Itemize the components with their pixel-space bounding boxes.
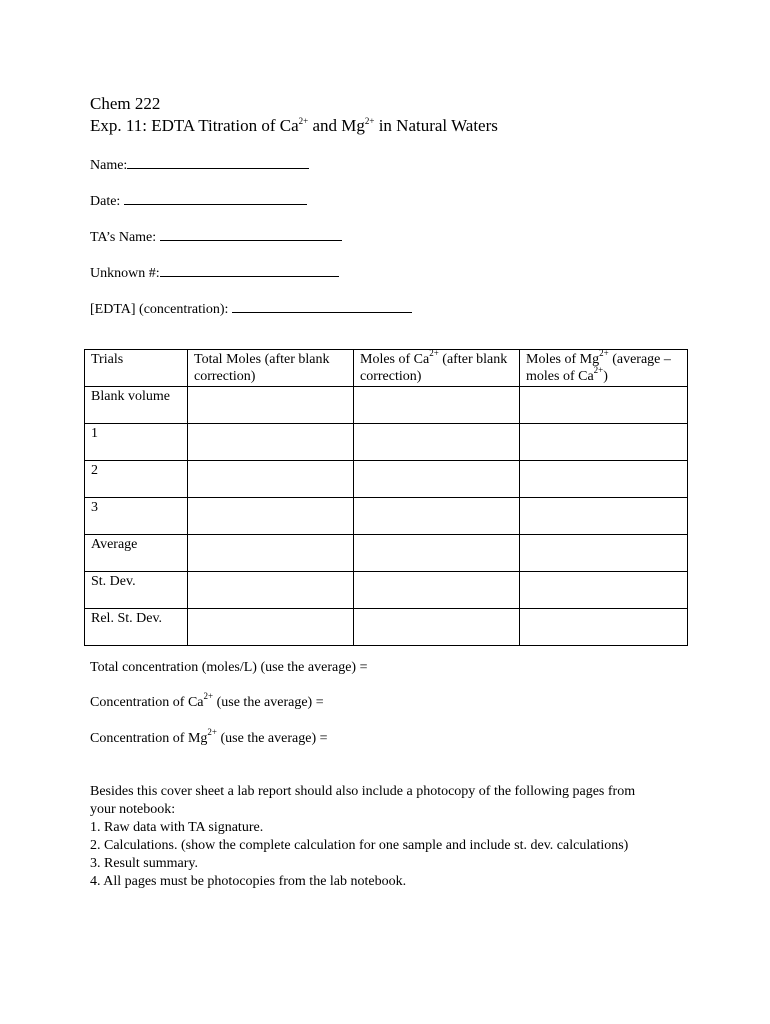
row-label: St. Dev. bbox=[85, 572, 188, 609]
instructions-intro-2: your notebook: bbox=[90, 802, 176, 817]
header-ca-charge: 2+ bbox=[429, 348, 439, 358]
table-cell[interactable] bbox=[520, 572, 688, 609]
row-label: Blank volume bbox=[85, 387, 188, 424]
list-item: 2. Calculations. (show the complete calculation for one sample and include st. dev. calculations) bbox=[90, 838, 629, 853]
name-field[interactable] bbox=[90, 154, 309, 174]
ca-concentration-suffix: (use the average) = bbox=[213, 695, 324, 710]
table-row bbox=[85, 498, 688, 535]
header-total-moles: Total Moles (after blank correction) bbox=[188, 350, 354, 387]
table-cell[interactable] bbox=[520, 387, 688, 424]
table-header-row bbox=[85, 350, 688, 387]
header-moles-ca bbox=[354, 350, 520, 387]
row-label: 2 bbox=[85, 461, 188, 498]
table-row bbox=[85, 535, 688, 572]
ca-charge: 2+ bbox=[298, 116, 309, 126]
table-cell[interactable] bbox=[354, 424, 520, 461]
ca-concentration-line bbox=[90, 691, 324, 711]
header-moles-mg-prefix: Moles of Mg bbox=[526, 352, 600, 367]
table-row bbox=[85, 572, 688, 609]
name-blank-line[interactable] bbox=[127, 154, 309, 169]
table-cell[interactable] bbox=[354, 572, 520, 609]
header-ca-charge-2: 2+ bbox=[593, 365, 604, 375]
row-label: Average bbox=[85, 535, 188, 572]
table-row bbox=[85, 461, 688, 498]
table-cell[interactable] bbox=[520, 498, 688, 535]
experiment-title bbox=[90, 115, 498, 137]
header-trials: Trials bbox=[85, 350, 188, 387]
list-item: 4. All pages must be photocopies from the lab notebook. bbox=[90, 874, 407, 889]
exp-suffix: in Natural Waters bbox=[374, 116, 498, 135]
header-moles-ca-prefix: Moles of Ca bbox=[360, 352, 430, 367]
edta-label: [EDTA] (concentration): bbox=[90, 302, 232, 317]
table-cell[interactable] bbox=[188, 609, 354, 646]
table-cell[interactable] bbox=[520, 461, 688, 498]
list-item: 1. Raw data with TA signature. bbox=[90, 820, 264, 835]
mg-concentration-suffix: (use the average) = bbox=[217, 731, 328, 746]
row-label: 1 bbox=[85, 424, 188, 461]
table-cell[interactable] bbox=[354, 498, 520, 535]
title-block bbox=[90, 93, 498, 137]
table-cell[interactable] bbox=[188, 461, 354, 498]
date-field[interactable] bbox=[90, 190, 307, 210]
course-title: Chem 222 bbox=[90, 94, 161, 113]
header-mg-charge: 2+ bbox=[599, 348, 609, 358]
row-label: 3 bbox=[85, 498, 188, 535]
ta-name-blank-line[interactable] bbox=[160, 226, 342, 241]
table-cell[interactable] bbox=[354, 461, 520, 498]
header-moles-mg-suffix: ) bbox=[603, 369, 608, 384]
unknown-label: Unknown #: bbox=[90, 266, 160, 281]
ta-name-field[interactable] bbox=[90, 226, 342, 246]
table-cell[interactable] bbox=[520, 535, 688, 572]
ca-concentration-charge: 2+ bbox=[203, 691, 214, 701]
mg-concentration-charge: 2+ bbox=[207, 727, 217, 737]
table-cell[interactable] bbox=[188, 498, 354, 535]
header-moles-mg bbox=[520, 350, 688, 387]
edta-field[interactable] bbox=[90, 298, 412, 318]
name-label: Name: bbox=[90, 158, 128, 173]
header-moles-mg-mid: (average – moles of Ca bbox=[526, 352, 671, 384]
exp-mid: and Mg bbox=[308, 116, 365, 135]
results-table bbox=[84, 349, 688, 646]
table-row bbox=[85, 609, 688, 646]
table-cell[interactable] bbox=[188, 424, 354, 461]
ca-concentration-prefix: Concentration of Ca bbox=[90, 695, 204, 710]
edta-blank-line[interactable] bbox=[232, 298, 412, 313]
table-cell[interactable] bbox=[354, 535, 520, 572]
report-instructions bbox=[90, 783, 690, 891]
total-concentration-line: Total concentration (moles/L) (use the average) = bbox=[90, 660, 368, 675]
table-cell[interactable] bbox=[354, 609, 520, 646]
table-cell[interactable] bbox=[354, 387, 520, 424]
exp-prefix: Exp. 11: EDTA Titration of Ca bbox=[90, 116, 299, 135]
table-cell[interactable] bbox=[520, 424, 688, 461]
mg-concentration-line bbox=[90, 727, 328, 747]
table-cell[interactable] bbox=[520, 609, 688, 646]
list-item: 3. Result summary. bbox=[90, 856, 198, 871]
row-label: Rel. St. Dev. bbox=[85, 609, 188, 646]
table-row bbox=[85, 424, 688, 461]
mg-concentration-prefix: Concentration of Mg bbox=[90, 731, 208, 746]
header-moles-ca-suffix: (after blank correction) bbox=[360, 352, 508, 384]
instructions-intro-1: Besides this cover sheet a lab report should also include a photocopy of the following pages from bbox=[90, 784, 636, 799]
ta-name-label: TA’s Name: bbox=[90, 230, 160, 245]
table-cell[interactable] bbox=[188, 387, 354, 424]
date-blank-line[interactable] bbox=[124, 190, 307, 205]
table-cell[interactable] bbox=[188, 535, 354, 572]
table-cell[interactable] bbox=[188, 572, 354, 609]
mg-charge: 2+ bbox=[364, 116, 375, 126]
table-row bbox=[85, 387, 688, 424]
unknown-blank-line[interactable] bbox=[160, 262, 339, 277]
date-label: Date: bbox=[90, 194, 124, 209]
unknown-field[interactable] bbox=[90, 262, 339, 282]
